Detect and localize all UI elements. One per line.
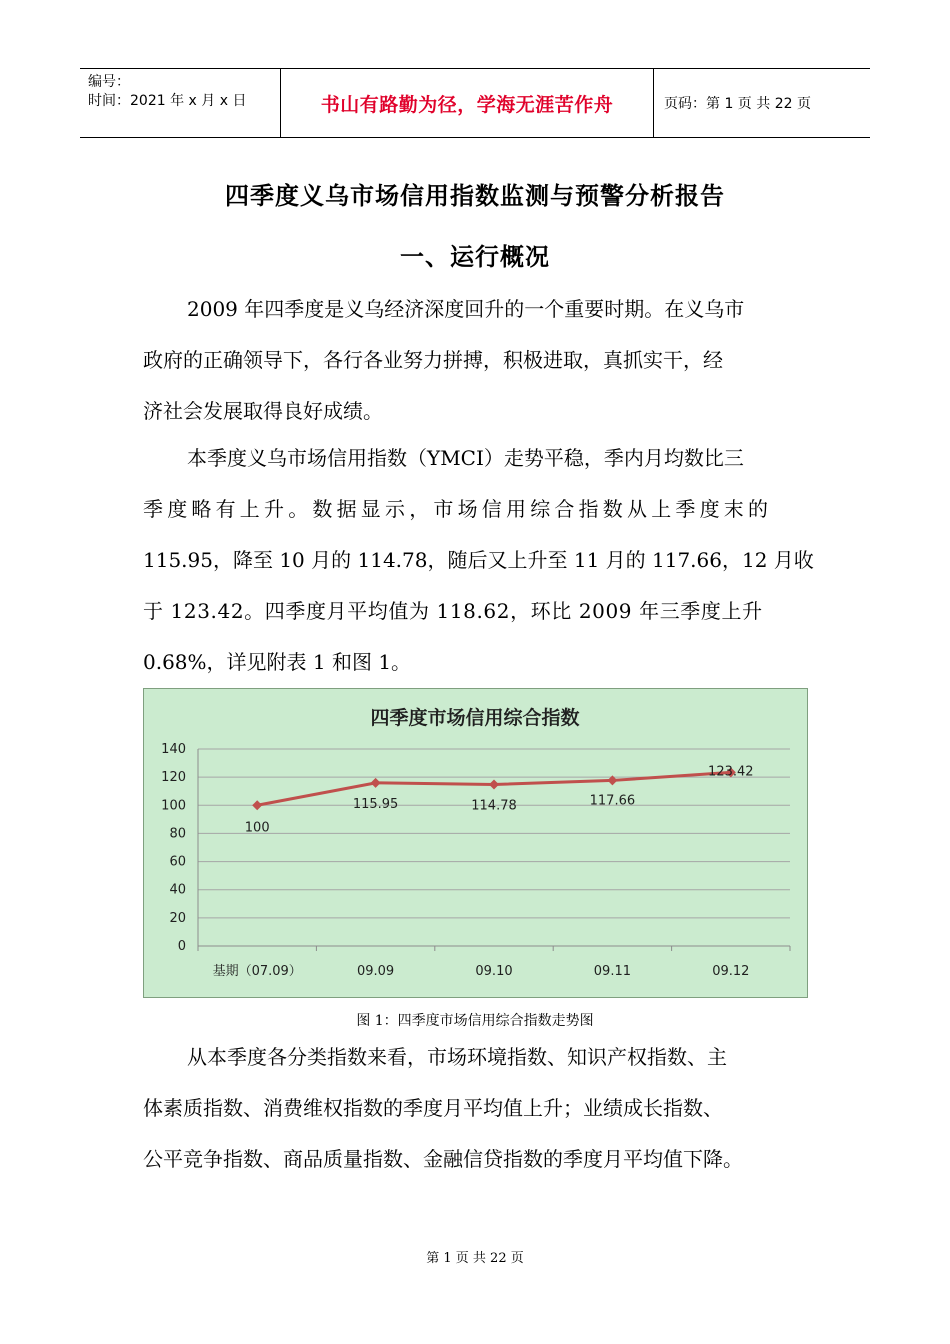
paragraph-line: 2009 年四季度是义乌经济深度回升的一个重要时期。在义乌市 xyxy=(187,297,745,321)
paragraph-2 xyxy=(143,433,814,688)
paragraph-line: 政府的正确领导下，各行各业努力拼搏，积极进取，真抓实干，经 xyxy=(143,348,723,372)
paragraph-line: 0.68%，详见附表 1 和图 1。 xyxy=(143,650,412,674)
y-tick-label: 40 xyxy=(169,882,186,898)
data-label: 115.95 xyxy=(352,796,399,812)
data-point-marker xyxy=(252,800,262,810)
header-motto-cell xyxy=(281,69,654,137)
x-tick-label: 09.10 xyxy=(475,964,513,979)
data-point-marker xyxy=(489,779,499,789)
y-tick-label: 60 xyxy=(169,854,186,870)
paragraph-line: 体素质指数、消费维权指数的季度月平均值上升；业绩成长指数、 xyxy=(143,1096,723,1120)
header-motto: 书山有路勤为径，学海无涯苦作舟 xyxy=(320,93,614,116)
y-tick-label: 140 xyxy=(161,742,186,757)
page-header xyxy=(80,68,870,138)
data-point-marker xyxy=(371,778,381,788)
chart-title: 四季度市场信用综合指数 xyxy=(370,707,580,729)
section-heading: 一、运行概况 xyxy=(400,243,550,271)
document-number-label: 编号： xyxy=(88,74,130,90)
x-tick-label: 09.09 xyxy=(356,964,395,979)
x-tick-label: 09.11 xyxy=(593,964,632,979)
data-label: 123.42 xyxy=(708,764,754,780)
y-tick-label: 120 xyxy=(161,770,186,786)
paragraph-line: 本季度义乌市场信用指数（YMCI）走势平稳，季内月均数比三 xyxy=(187,446,744,470)
document-time-label: 时间：2021 年 x 月 x 日 xyxy=(88,93,247,109)
paragraph-1 xyxy=(143,284,807,437)
y-tick-label: 0 xyxy=(177,939,186,954)
data-label: 114.78 xyxy=(471,798,517,814)
data-label: 100 xyxy=(244,820,270,836)
paragraph-line: 于 123.42。四季度月平均值为 118.62，环比 2009 年三季度上升 xyxy=(143,599,763,623)
x-tick-label: 09.12 xyxy=(712,964,750,979)
paragraph-line: 季度略有上升。数据显示，市场信用综合指数从上季度末的 xyxy=(143,497,773,521)
document-title: 四季度义乌市场信用指数监测与预警分析报告 xyxy=(225,182,725,210)
y-tick-label: 100 xyxy=(161,798,186,814)
y-tick-label: 20 xyxy=(169,910,186,926)
figure-caption: 图 1：四季度市场信用综合指数走势图 xyxy=(356,1013,594,1029)
header-page-cell xyxy=(654,69,870,137)
paragraph-line: 公平竞争指数、商品质量指数、金融信贷指数的季度月平均值下降。 xyxy=(143,1147,743,1171)
header-meta-cell xyxy=(80,69,281,137)
paragraph-3 xyxy=(143,1032,807,1185)
paragraph-line: 济社会发展取得良好成绩。 xyxy=(143,399,383,423)
paragraph-line: 115.95，降至 10 月的 114.78，随后又上升至 11 月的 117.66，12 月收 xyxy=(143,548,814,572)
chart-container xyxy=(143,688,808,998)
composite-index-line-chart xyxy=(144,689,807,997)
y-tick-label: 80 xyxy=(169,826,186,842)
data-label: 117.66 xyxy=(589,793,636,809)
page-footer: 第 1 页 共 22 页 xyxy=(426,1251,524,1266)
header-page-info: 页码：第 1 页 共 22 页 xyxy=(664,96,811,112)
paragraph-line: 从本季度各分类指数来看，市场环境指数、知识产权指数、主 xyxy=(187,1045,727,1069)
x-tick-label: 基期（07.09） xyxy=(212,964,302,979)
